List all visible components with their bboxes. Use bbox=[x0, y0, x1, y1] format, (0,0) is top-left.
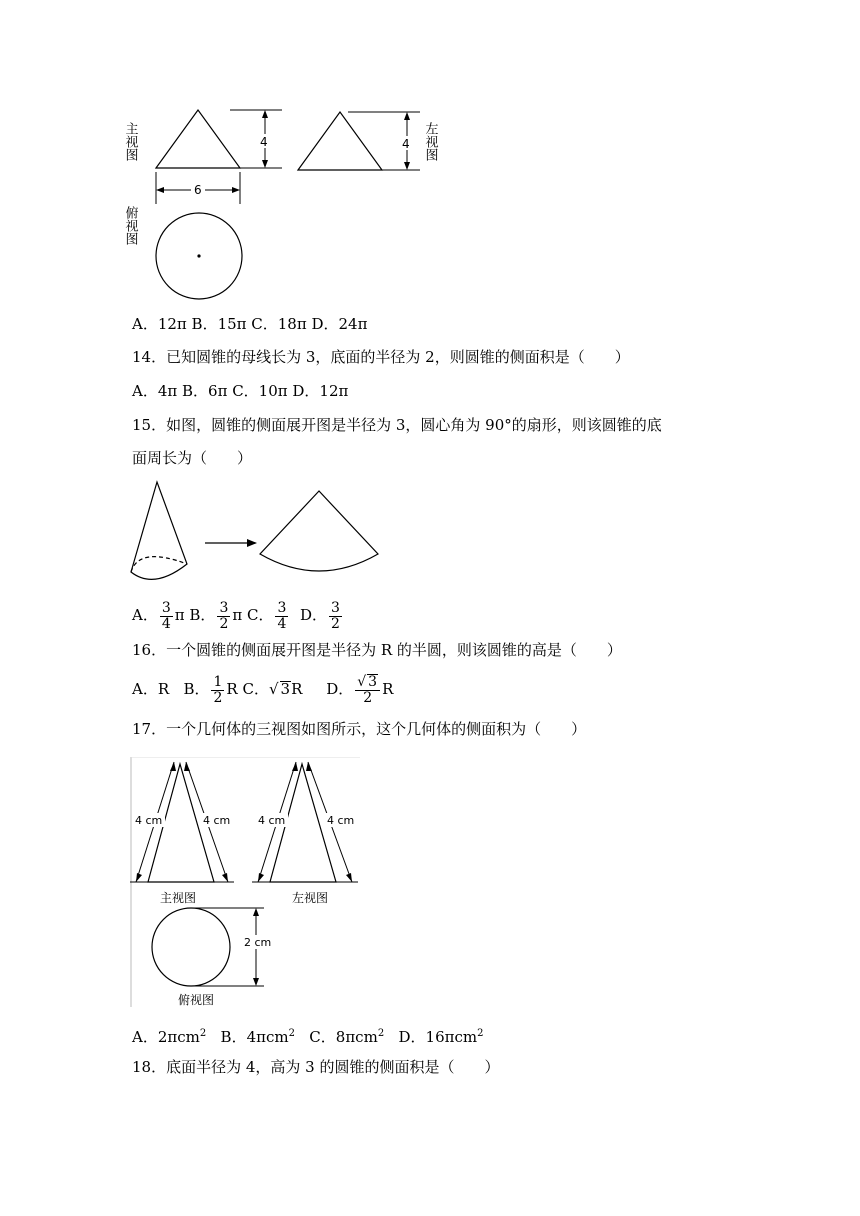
q17-front-slant-left-label: 4 cm bbox=[135, 814, 163, 827]
q13-top-view-label: 俯视图 bbox=[122, 206, 138, 245]
q15-option-a-fraction: $\frac{3}{4}$ bbox=[161, 599, 171, 632]
q15-option-c-fraction: $\frac{3}{4}$ bbox=[277, 599, 287, 632]
q13-three-view-figure bbox=[120, 100, 460, 310]
q15-option-b-fraction: $\frac{3}{2}$ bbox=[219, 599, 229, 632]
q13-height-label-front: 4 bbox=[260, 135, 268, 149]
q16-option-b-fraction: $\frac{1}{2}$ bbox=[213, 673, 223, 706]
q17-left-slant-right-label: 4 cm bbox=[327, 814, 355, 827]
q13-left-view-label: 左视图 bbox=[422, 122, 438, 161]
q14-stem: 14．已知圆锥的母线长为 3，底面的半径为 2，则圆锥的侧面积是（ ） bbox=[132, 348, 630, 366]
q15-sector bbox=[260, 491, 378, 571]
q17-top-view-label: 俯视图 bbox=[178, 993, 215, 1007]
q15-stem-line2: 面周长为（ ） bbox=[132, 449, 253, 467]
q17-top-circle bbox=[152, 908, 230, 986]
q13-left-triangle bbox=[298, 112, 382, 170]
q13-width-label: 6 bbox=[194, 183, 202, 197]
q13-height-label-left: 4 bbox=[402, 137, 410, 151]
q14-options: A．4π B．6π C．10π D．12π bbox=[132, 382, 349, 400]
q16-stem: 16．一个圆锥的侧面展开图是半径为 R 的半圆，则该圆锥的高是（ ） bbox=[132, 641, 622, 659]
q15-options: A． $\frac{3}{4}$ π B． $\frac{3}{2}$ π C． $\frac{3}{4}$ D． $\frac{3}{2}$ bbox=[132, 599, 340, 632]
q13-front-view-label: 主视图 bbox=[122, 122, 138, 161]
q16-options: A．R B． $\frac{1}{2}$ R C．√ 3R D． $\frac{√ 3}{2}$ R bbox=[132, 673, 394, 706]
q17-left-view-label: 左视图 bbox=[292, 891, 329, 905]
q18-stem: 18．底面半径为 4，高为 3 的圆锥的侧面积是（ ） bbox=[132, 1058, 500, 1076]
q15-option-d-fraction: $\frac{3}{2}$ bbox=[330, 599, 340, 632]
q17-three-view-figure bbox=[130, 757, 362, 1009]
q17-front-slant-right-label: 4 cm bbox=[203, 814, 231, 827]
q13-options: A．12π B．15π C．18π D．24π bbox=[132, 315, 368, 333]
q13-front-triangle bbox=[156, 110, 240, 168]
q15-stem-line1: 15．如图，圆锥的侧面展开图是半径为 3，圆心角为 90°的扇形，则该圆锥的底 bbox=[132, 416, 662, 434]
q16-option-d-fraction: $\frac{√ 3}{2}$ bbox=[355, 674, 380, 706]
q17-stem: 17．一个几何体的三视图如图所示，这个几何体的侧面积为（ ） bbox=[132, 720, 587, 738]
q15-cone-unfold-figure bbox=[125, 478, 390, 590]
q17-diameter-label: 2 cm bbox=[244, 936, 272, 949]
q17-options: A．2πcm$^2$ B．4πcm$^2$ C．8πcm$^2$ D．16πcm$^2$ bbox=[132, 1028, 484, 1046]
q17-left-slant-left-label: 4 cm bbox=[258, 814, 286, 827]
q15-cone bbox=[131, 482, 187, 579]
q17-front-view-label: 主视图 bbox=[160, 891, 197, 905]
